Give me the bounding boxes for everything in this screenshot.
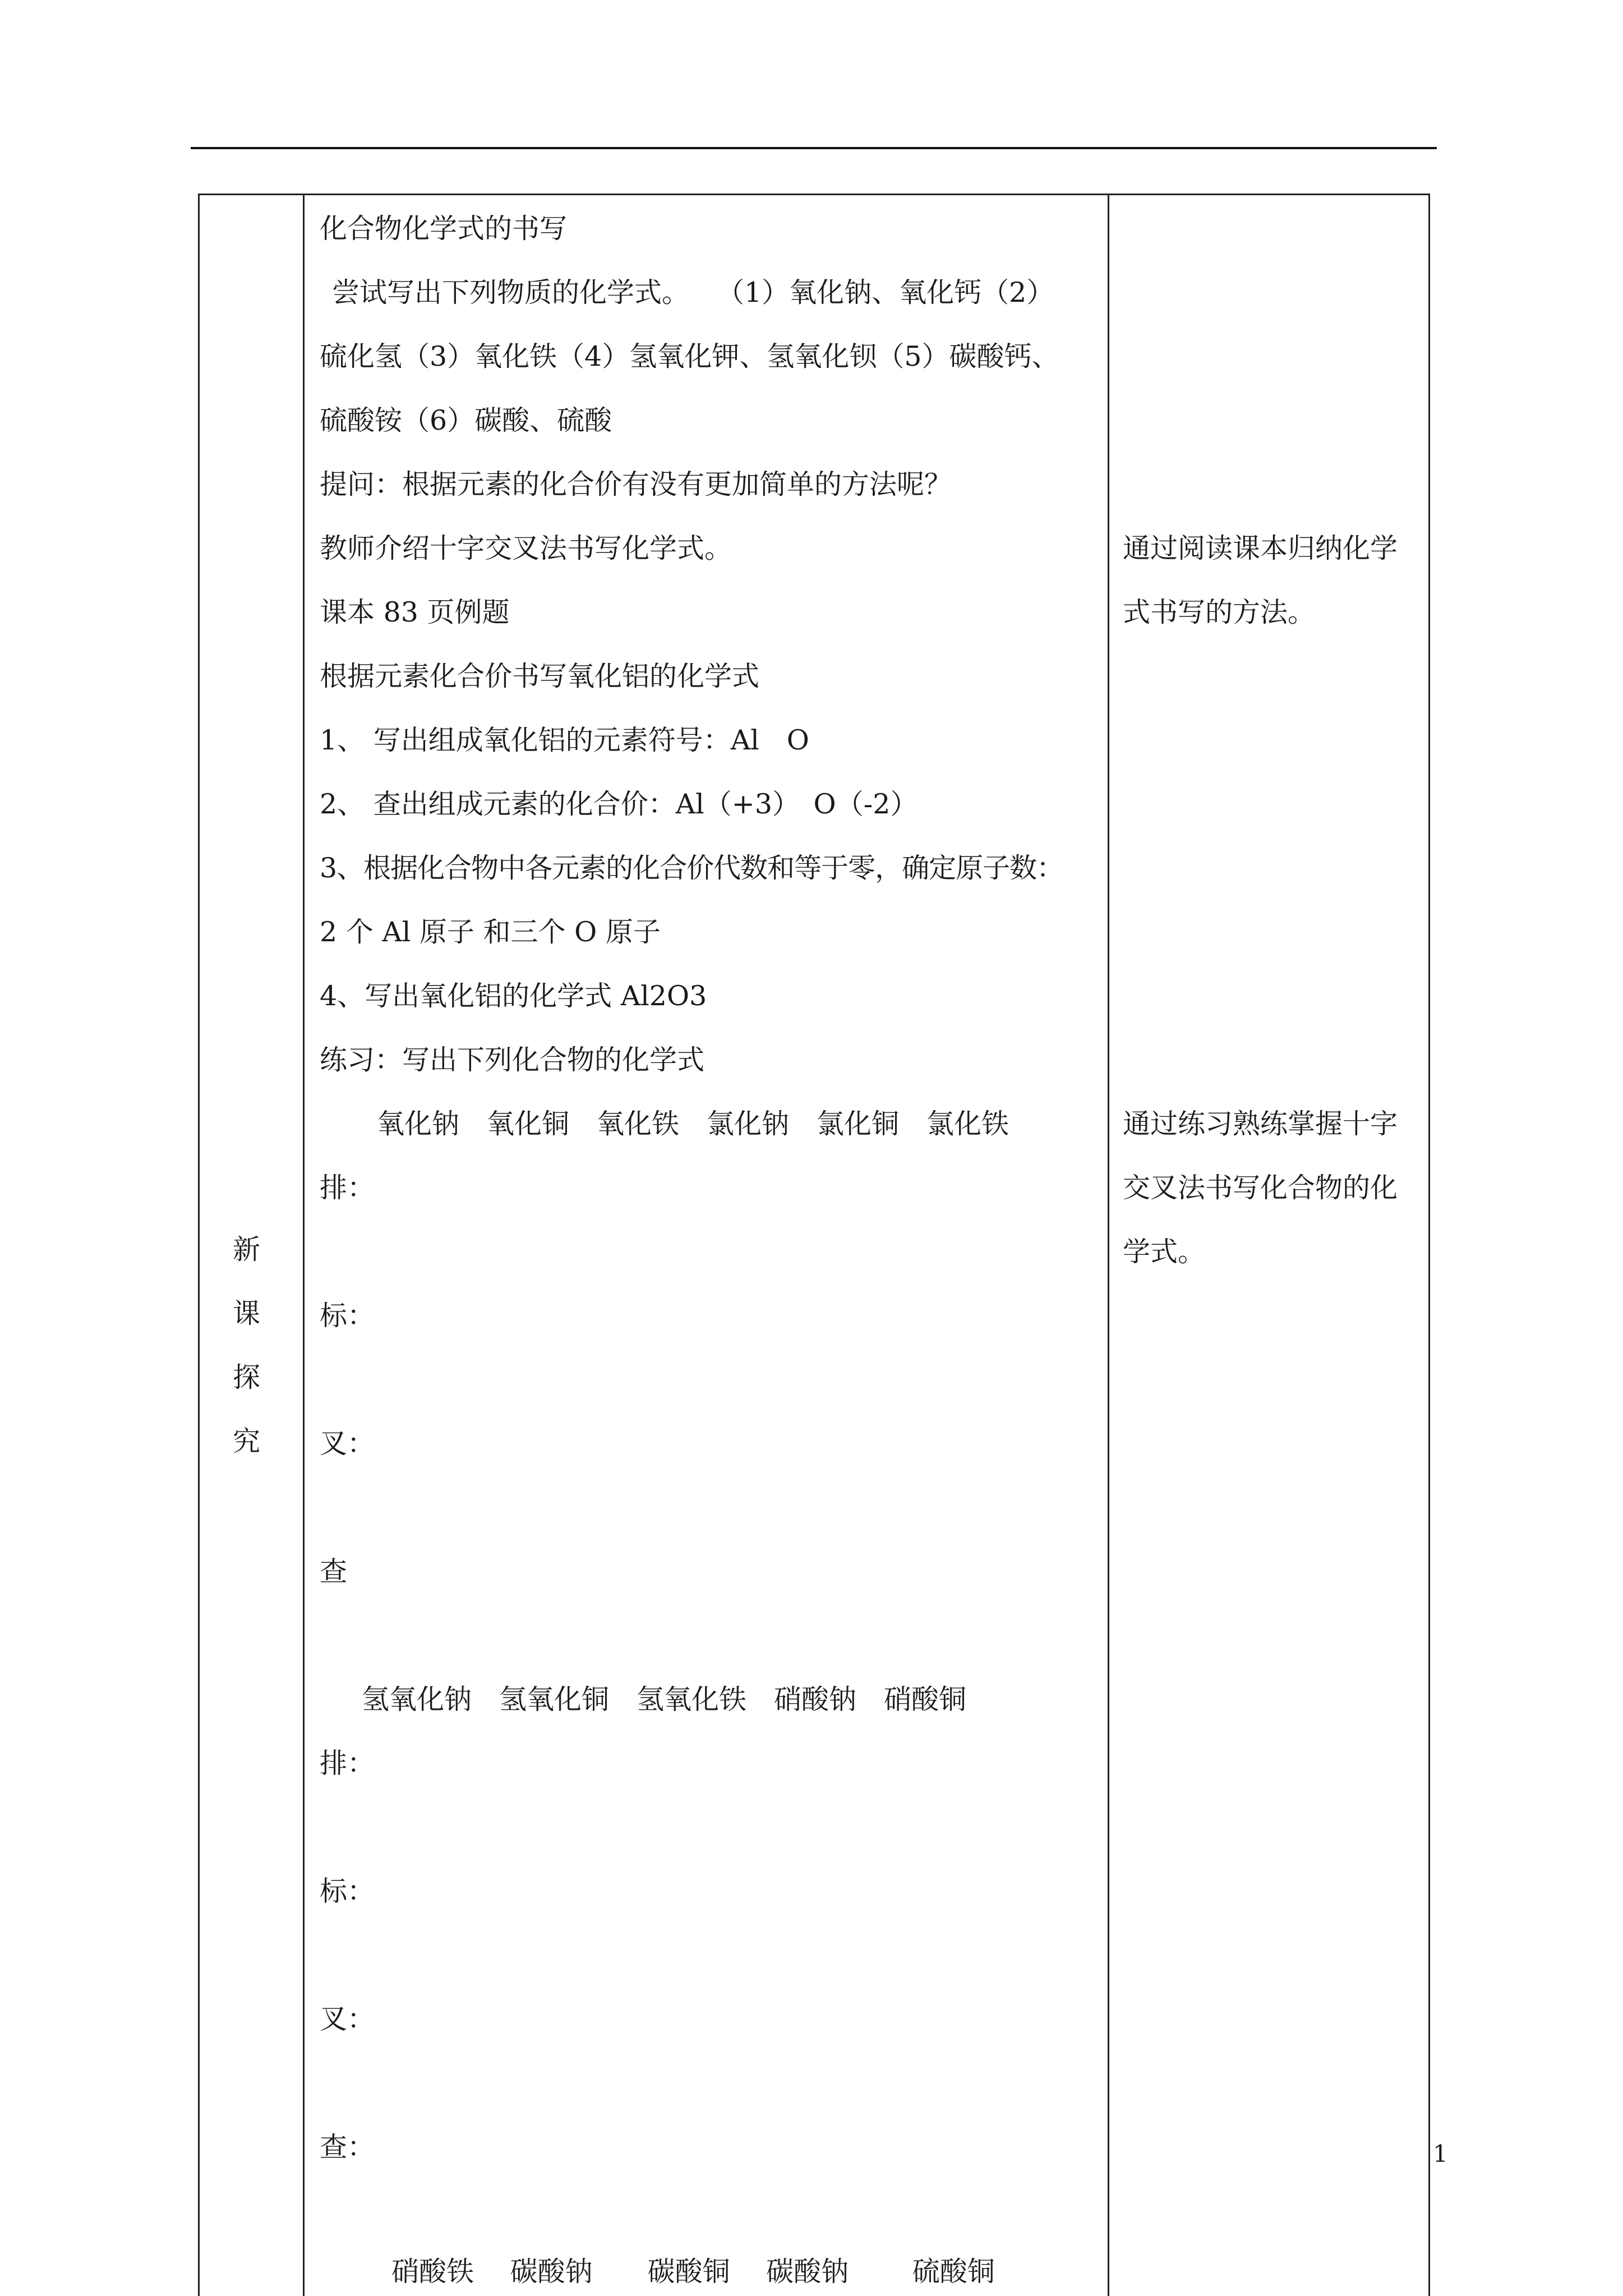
question-line: 提问：根据元素的化合价有没有更加简单的方法呢？ [320,468,952,500]
practice-label: 查 [320,1556,348,1588]
step-line: 1、 写出组成氧化铝的元素符号：Al O [320,724,809,756]
lesson-table [198,194,1430,2296]
section-label-char: 究 [233,1425,261,1457]
practice-line: 练习：写出下列化合物的化学式 [320,1044,705,1076]
prompt-line: 硫酸铵（6）碳酸、硫酸 [320,404,612,436]
note-line: 通过练习熟练掌握十字 [1123,1108,1398,1140]
step-line: 3、根据化合物中各元素的化合价代数和等于零，确定原子数： [320,852,1064,884]
task-line: 根据元素化合价书写氧化铝的化学式 [320,660,760,692]
practice-label: 排： [320,1747,375,1779]
note-line: 式书写的方法。 [1123,596,1316,628]
prompt-line: 尝试写出下列物质的化学式。 （1）氧化钠、氧化钙（2） [332,277,1054,309]
note-line: 通过阅读课本归纳化学 [1123,532,1398,564]
practice-label: 叉： [320,1428,375,1460]
page-number: 1 [1433,2140,1448,2168]
practice-label: 排： [320,1172,375,1204]
example-line: 课本 83 页例题 [320,596,510,628]
section-title: 化合物化学式的书写 [320,213,568,245]
compound-list: 氧化钠 氧化铜 氧化铁 氯化钠 氯化铜 氯化铁 [377,1108,1009,1140]
section-label-char: 新 [233,1234,261,1266]
step-line: 2 个 Al 原子 和三个 O 原子 [320,916,661,948]
intro-line: 教师介绍十字交叉法书写化学式。 [320,532,732,564]
prompt-line: 硫化氢（3）氧化铁（4）氢氧化钾、氢氧化钡（5）碳酸钙、 [320,341,1059,372]
practice-label: 标： [320,1300,375,1332]
header-rule [191,147,1437,149]
column-divider-2 [1108,194,1109,2296]
note-line: 学式。 [1123,1236,1206,1268]
section-label-char: 课 [233,1297,261,1329]
step-line: 4、写出氧化铝的化学式 Al2O3 [320,980,707,1012]
practice-label: 标： [320,1875,375,1907]
section-label-char: 探 [233,1361,261,1393]
column-divider-1 [303,194,305,2296]
practice-label: 查： [320,2131,375,2163]
note-line: 交叉法书写化合物的化 [1123,1172,1398,1204]
compound-list: 氢氧化钠 氢氧化铜 氢氧化铁 硝酸钠 硝酸铜 [362,1683,967,1715]
step-line: 2、 查出组成元素的化合价：Al（+3） O（-2） [320,788,918,820]
practice-label: 叉： [320,2003,375,2035]
compound-list: 硝酸铁 碳酸钠 碳酸铜 碳酸钠 硫酸铜 [391,2256,995,2288]
